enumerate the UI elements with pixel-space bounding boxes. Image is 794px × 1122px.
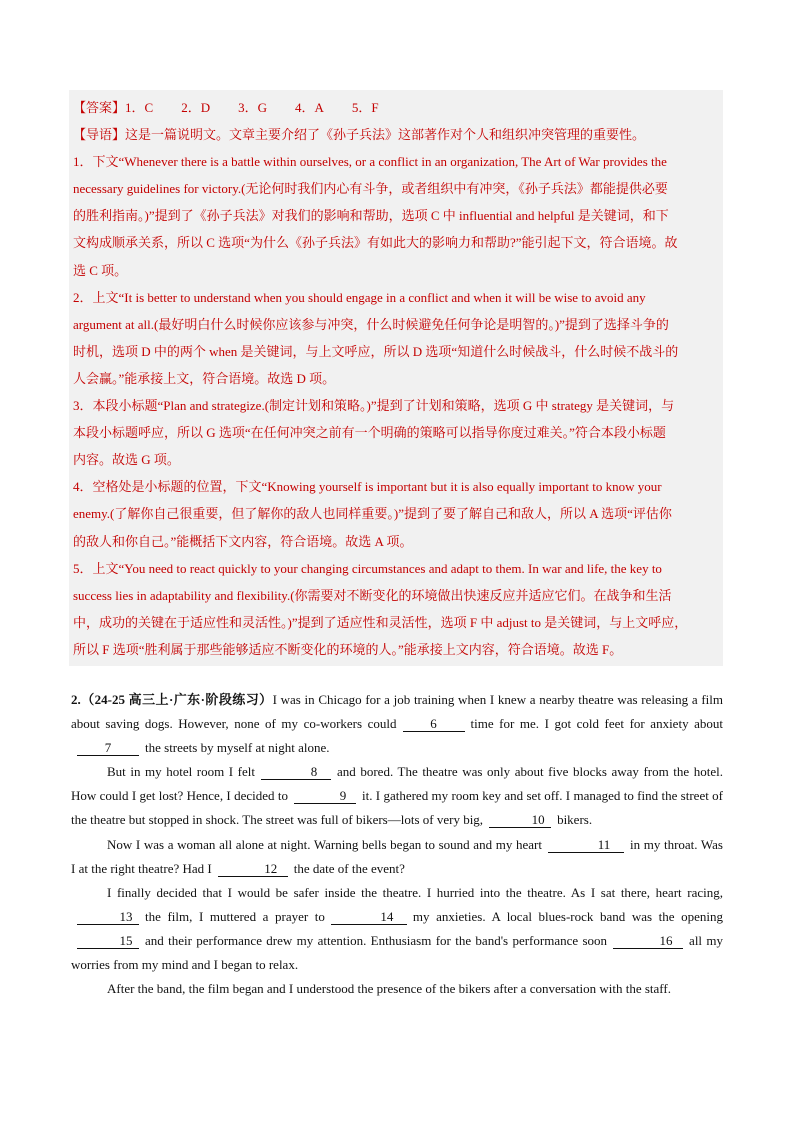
passage-text: Now I was a woman all alone at night. Warning bells began to sound and my heart (107, 836, 542, 852)
passage-text: I was in Chicago for a job training when I knew a nearby theatre was releasing a film about saving dogs. However, none of my co-workers could (71, 692, 723, 732)
blank-6[interactable]: 6 (403, 716, 465, 732)
explanation-line: 内容。故选 G 项。 (73, 452, 180, 468)
explanation-line: 所以 F 选项“胜利属于那些能够适应不断变化的环境的人。”能承接上文内容，符合语境。故选 F。 (73, 641, 623, 657)
explanation-line: success lies in adaptability and flexibility.(你需要对不断变化的环境做出快速反应并适应它们。在战争和生活 (73, 587, 672, 603)
explanation-line: 的胜利指南。)”提到了《孙子兵法》对我们的影响和帮助，选项 C 中 influential and helpful 是关键词，和下 (73, 208, 669, 224)
blank-15[interactable]: 15 (77, 933, 139, 949)
answer-2: 2．D (181, 100, 211, 115)
passage-paragraph-5 (71, 977, 723, 1001)
explanation-line: enemy.(了解你自己很重要，但了解你的敌人也同样重要。)”提到了要了解自己和敌人，所以 A 选项“评估你 (73, 506, 672, 522)
answer-5: 5．F (351, 100, 379, 115)
passage-paragraph-4 (71, 881, 723, 977)
passage-text: in my throat. Was I at the right theatre? Had I (71, 836, 723, 876)
blank-8[interactable]: 8 (261, 764, 331, 780)
answer-explanation-box (69, 90, 723, 666)
explanation-line: 5．上文“You need to react quickly to your changing circumstances and adapt to them. In war and life, the key to (73, 560, 662, 576)
passage-text: and bored. The theatre was only about five blocks away from the hotel. How could I get lost? Hence, I decided to (71, 764, 723, 804)
passage-paragraph-2 (71, 760, 723, 832)
passage-text: all my worries from my mind and I began to relax. (71, 932, 723, 973)
explanation-line: 的敌人和你自己。”能概括下文内容，符合语境。故选 A 项。 (73, 533, 413, 549)
blank-9[interactable]: 9 (294, 788, 356, 804)
passage-text: it. I gathered my room key and set off. I managed to find the street of the theatre but stopped in shock. The street was full of bikers—lots of very big, (71, 788, 724, 828)
passage-text: After the band, the film began and I understood the presence of the bikers after a conversation with the staff. (107, 981, 671, 997)
blank-16[interactable]: 16 (613, 933, 683, 949)
explanation-line: 中，成功的关键在于适应性和灵活性。)”提到了适应性和灵活性，选项 F 中 adjust to 是关键词，与上文呼应， (73, 614, 688, 630)
cloze-passage (71, 688, 723, 1001)
answer-4: 4．A (294, 100, 324, 115)
guide-line: 【导语】这是一篇说明文。文章主要介绍了《孙子兵法》这部著作对个人和组织冲突管理的重要性。 (73, 127, 646, 143)
blank-14[interactable]: 14 (331, 909, 407, 925)
explanation-line: necessary guidelines for victory.(无论何时我们内心有斗争，或者组织中有冲突，《孙子兵法》都能提供必要 (73, 181, 668, 197)
answer-1: 1．C (125, 100, 154, 115)
passage-text: time for me. I got cold feet for anxiety about (470, 716, 723, 732)
answer-3: 3．G (238, 100, 267, 115)
blank-12[interactable]: 12 (218, 861, 288, 877)
passage-text: the film, I muttered a prayer to (145, 908, 325, 924)
explanation-line: 选 C 项。 (73, 262, 128, 278)
blank-13[interactable]: 13 (77, 909, 139, 925)
question-header: 2.（24-25 高三上·广东·阶段练习） (71, 692, 273, 707)
explanation-line: 2．上文“It is better to understand when you should engage in a conflict and when it will be wise to avoid any (73, 289, 646, 305)
explanation-line: 文构成顺承关系，所以 C 选项“为什么《孙子兵法》有如此大的影响力和帮助?”能引起下文，符合语境。故 (73, 235, 678, 251)
explanation-line: 时机，选项 D 中的两个 when 是关键词，与上文呼应，所以 D 选项“知道什么时候战斗，什么时候不战斗的 (73, 343, 679, 359)
passage-text: But in my hotel room I felt (107, 764, 256, 780)
explanation-line: 本段小标题呼应，所以 G 选项“在任何冲突之前有一个明确的策略可以指导你度过难关。”符合本段小标题 (73, 425, 666, 441)
passage-text: I finally decided that I would be safer inside the theatre. I hurried into the theatre. As I sat there, heart racing, (107, 884, 723, 900)
answer-key-label: 【答案】 (73, 100, 126, 115)
passage-text: my anxieties. A local blues-rock band was the opening (412, 908, 723, 924)
explanation-line: 3．本段小标题“Plan and strategize.(制定计划和策略。)”提到了计划和策略，选项 G 中 strategy 是关键词，与 (73, 398, 675, 414)
passage-text: the streets by myself at night alone. (145, 740, 330, 756)
explanation-line: 4．空格处是小标题的位置，下文“Knowing yourself is important but it is also equally important to know your (73, 479, 662, 495)
passage-paragraph-1 (71, 688, 723, 760)
blank-7[interactable]: 7 (77, 740, 139, 756)
passage-text: the date of the event? (293, 860, 405, 876)
passage-text: and their performance drew my attention. Enthusiasm for the band's performance soon (145, 932, 608, 948)
explanation-line: argument at all.(最好明白什么时候你应该参与冲突，什么时候避免任何争论是明智的。)”提到了选择斗争的 (73, 316, 669, 332)
explanation-line: 人会赢。”能承接上文，符合语境。故选 D 项。 (73, 370, 336, 386)
answer-key-line (73, 94, 719, 121)
blank-11[interactable]: 11 (548, 837, 624, 853)
passage-paragraph-3 (71, 833, 723, 881)
explanation-line: 1．下文“Whenever there is a battle within ourselves, or a conflict in an organization, The Art of War provides the (73, 154, 667, 170)
passage-text: bikers. (557, 812, 593, 828)
blank-10[interactable]: 10 (489, 812, 551, 828)
